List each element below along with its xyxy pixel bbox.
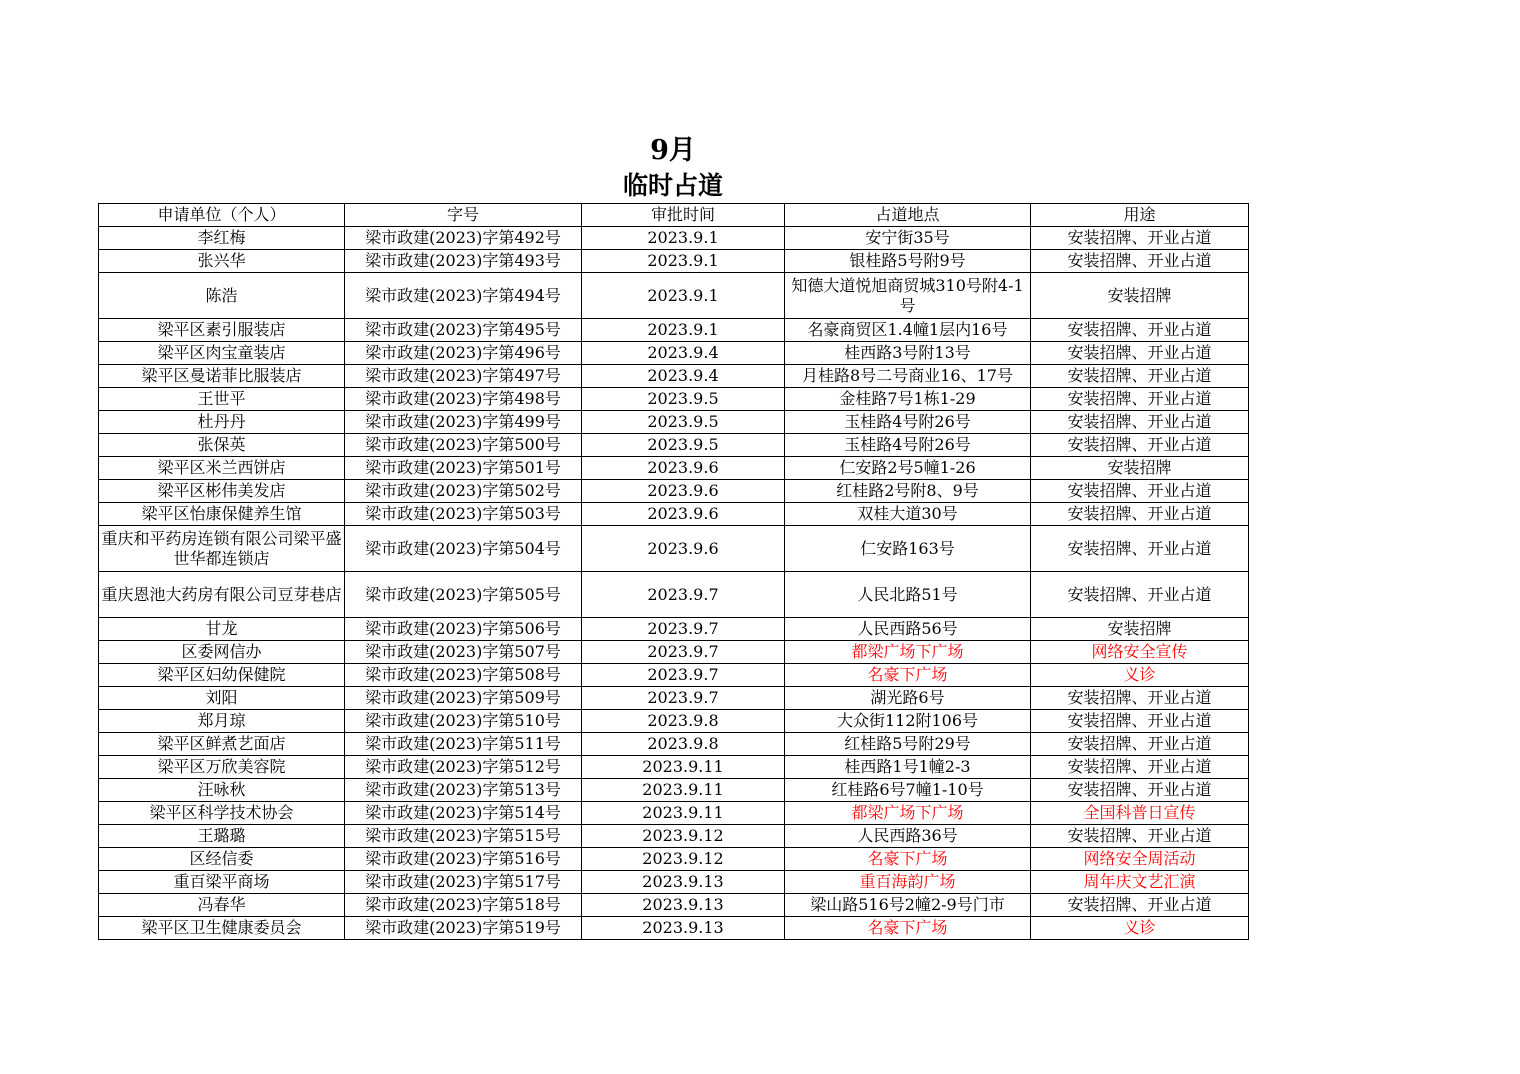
cell-approval-date: 2023.9.6 bbox=[582, 503, 785, 526]
header-purpose: 用途 bbox=[1031, 204, 1249, 227]
cell-applicant: 梁平区鲜煮艺面店 bbox=[99, 733, 345, 756]
cell-applicant: 刘阳 bbox=[99, 687, 345, 710]
header-location: 占道地点 bbox=[785, 204, 1031, 227]
cell-applicant: 梁平区卫生健康委员会 bbox=[99, 917, 345, 940]
cell-reference: 梁市政建(2023)字第510号 bbox=[345, 710, 582, 733]
cell-location: 安宁街35号 bbox=[785, 227, 1031, 250]
cell-reference: 梁市政建(2023)字第497号 bbox=[345, 365, 582, 388]
cell-purpose: 全国科普日宣传 bbox=[1031, 802, 1249, 825]
cell-applicant: 陈浩 bbox=[99, 273, 345, 319]
cell-purpose: 安装招牌、开业占道 bbox=[1031, 572, 1249, 618]
table-row bbox=[99, 457, 1249, 480]
cell-approval-date: 2023.9.5 bbox=[582, 434, 785, 457]
cell-location: 仁安路163号 bbox=[785, 526, 1031, 572]
cell-applicant: 重庆恩池大药房有限公司豆芽巷店 bbox=[99, 572, 345, 618]
cell-reference: 梁市政建(2023)字第507号 bbox=[345, 641, 582, 664]
cell-purpose: 安装招牌、开业占道 bbox=[1031, 434, 1249, 457]
table-row bbox=[99, 388, 1249, 411]
cell-applicant: 重百梁平商场 bbox=[99, 871, 345, 894]
cell-location: 玉桂路4号附26号 bbox=[785, 411, 1031, 434]
cell-location: 金桂路7号1栋1-29 bbox=[785, 388, 1031, 411]
cell-reference: 梁市政建(2023)字第513号 bbox=[345, 779, 582, 802]
table-row bbox=[99, 733, 1249, 756]
cell-applicant: 王世平 bbox=[99, 388, 345, 411]
cell-purpose: 安装招牌、开业占道 bbox=[1031, 756, 1249, 779]
cell-location: 名豪下广场 bbox=[785, 917, 1031, 940]
cell-reference: 梁市政建(2023)字第498号 bbox=[345, 388, 582, 411]
table-row bbox=[99, 779, 1249, 802]
cell-approval-date: 2023.9.5 bbox=[582, 411, 785, 434]
cell-purpose: 安装招牌、开业占道 bbox=[1031, 227, 1249, 250]
cell-approval-date: 2023.9.6 bbox=[582, 480, 785, 503]
cell-approval-date: 2023.9.4 bbox=[582, 365, 785, 388]
cell-reference: 梁市政建(2023)字第493号 bbox=[345, 250, 582, 273]
cell-reference: 梁市政建(2023)字第514号 bbox=[345, 802, 582, 825]
table-row bbox=[99, 273, 1249, 319]
cell-applicant: 梁平区素引服装店 bbox=[99, 319, 345, 342]
cell-purpose: 安装招牌、开业占道 bbox=[1031, 526, 1249, 572]
cell-approval-date: 2023.9.7 bbox=[582, 572, 785, 618]
table-row bbox=[99, 641, 1249, 664]
cell-applicant: 梁平区妇幼保健院 bbox=[99, 664, 345, 687]
cell-purpose: 安装招牌、开业占道 bbox=[1031, 503, 1249, 526]
cell-location: 红桂路2号附8、9号 bbox=[785, 480, 1031, 503]
header-applicant: 申请单位（个人） bbox=[99, 204, 345, 227]
cell-applicant: 王璐璐 bbox=[99, 825, 345, 848]
cell-location: 名豪下广场 bbox=[785, 848, 1031, 871]
cell-approval-date: 2023.9.7 bbox=[582, 687, 785, 710]
cell-approval-date: 2023.9.11 bbox=[582, 779, 785, 802]
table-row bbox=[99, 250, 1249, 273]
cell-reference: 梁市政建(2023)字第515号 bbox=[345, 825, 582, 848]
cell-purpose: 义诊 bbox=[1031, 917, 1249, 940]
table-row bbox=[99, 664, 1249, 687]
cell-location: 人民西路56号 bbox=[785, 618, 1031, 641]
cell-purpose: 安装招牌、开业占道 bbox=[1031, 894, 1249, 917]
cell-applicant: 区经信委 bbox=[99, 848, 345, 871]
cell-purpose: 安装招牌、开业占道 bbox=[1031, 480, 1249, 503]
cell-applicant: 梁平区米兰西饼店 bbox=[99, 457, 345, 480]
table-row bbox=[99, 503, 1249, 526]
cell-purpose: 安装招牌、开业占道 bbox=[1031, 319, 1249, 342]
cell-applicant: 杜丹丹 bbox=[99, 411, 345, 434]
cell-applicant: 梁平区彬伟美发店 bbox=[99, 480, 345, 503]
cell-purpose: 安装招牌、开业占道 bbox=[1031, 388, 1249, 411]
cell-reference: 梁市政建(2023)字第501号 bbox=[345, 457, 582, 480]
table-row bbox=[99, 802, 1249, 825]
cell-approval-date: 2023.9.4 bbox=[582, 342, 785, 365]
cell-purpose: 安装招牌、开业占道 bbox=[1031, 411, 1249, 434]
cell-purpose: 安装招牌、开业占道 bbox=[1031, 365, 1249, 388]
cell-approval-date: 2023.9.8 bbox=[582, 733, 785, 756]
cell-purpose: 安装招牌、开业占道 bbox=[1031, 825, 1249, 848]
cell-approval-date: 2023.9.13 bbox=[582, 871, 785, 894]
table-row bbox=[99, 825, 1249, 848]
table-row bbox=[99, 917, 1249, 940]
table-row bbox=[99, 710, 1249, 733]
cell-approval-date: 2023.9.7 bbox=[582, 664, 785, 687]
cell-applicant: 梁平区怡康保健养生馆 bbox=[99, 503, 345, 526]
cell-applicant: 甘龙 bbox=[99, 618, 345, 641]
cell-location: 玉桂路4号附26号 bbox=[785, 434, 1031, 457]
cell-reference: 梁市政建(2023)字第511号 bbox=[345, 733, 582, 756]
cell-reference: 梁市政建(2023)字第516号 bbox=[345, 848, 582, 871]
table-header-row bbox=[99, 204, 1249, 227]
cell-location: 知德大道悦旭商贸城310号附4-1号 bbox=[785, 273, 1031, 319]
table-row bbox=[99, 871, 1249, 894]
cell-reference: 梁市政建(2023)字第496号 bbox=[345, 342, 582, 365]
table-row bbox=[99, 434, 1249, 457]
road-occupation-table bbox=[98, 203, 1249, 940]
cell-location: 湖光路6号 bbox=[785, 687, 1031, 710]
cell-purpose: 安装招牌 bbox=[1031, 273, 1249, 319]
cell-reference: 梁市政建(2023)字第499号 bbox=[345, 411, 582, 434]
cell-purpose: 安装招牌、开业占道 bbox=[1031, 779, 1249, 802]
cell-purpose: 安装招牌 bbox=[1031, 457, 1249, 480]
cell-applicant: 张兴华 bbox=[99, 250, 345, 273]
cell-location: 名豪商贸区1.4幢1层内16号 bbox=[785, 319, 1031, 342]
table-row bbox=[99, 365, 1249, 388]
cell-applicant: 冯春华 bbox=[99, 894, 345, 917]
cell-reference: 梁市政建(2023)字第517号 bbox=[345, 871, 582, 894]
cell-location: 人民北路51号 bbox=[785, 572, 1031, 618]
table-row bbox=[99, 227, 1249, 250]
page-title: 临时占道 bbox=[622, 171, 723, 200]
cell-reference: 梁市政建(2023)字第492号 bbox=[345, 227, 582, 250]
table-row bbox=[99, 756, 1249, 779]
table-row bbox=[99, 618, 1249, 641]
cell-purpose: 网络安全周活动 bbox=[1031, 848, 1249, 871]
cell-purpose: 安装招牌、开业占道 bbox=[1031, 342, 1249, 365]
cell-location: 双桂大道30号 bbox=[785, 503, 1031, 526]
cell-location: 桂西路3号附13号 bbox=[785, 342, 1031, 365]
cell-approval-date: 2023.9.11 bbox=[582, 756, 785, 779]
table-row bbox=[99, 480, 1249, 503]
cell-approval-date: 2023.9.1 bbox=[582, 319, 785, 342]
cell-purpose: 安装招牌 bbox=[1031, 618, 1249, 641]
cell-approval-date: 2023.9.7 bbox=[582, 618, 785, 641]
cell-purpose: 安装招牌、开业占道 bbox=[1031, 687, 1249, 710]
cell-applicant: 梁平区科学技术协会 bbox=[99, 802, 345, 825]
cell-applicant: 梁平区肉宝童装店 bbox=[99, 342, 345, 365]
cell-reference: 梁市政建(2023)字第519号 bbox=[345, 917, 582, 940]
table-row bbox=[99, 411, 1249, 434]
cell-reference: 梁市政建(2023)字第518号 bbox=[345, 894, 582, 917]
cell-location: 重百海韵广场 bbox=[785, 871, 1031, 894]
cell-approval-date: 2023.9.5 bbox=[582, 388, 785, 411]
cell-location: 仁安路2号5幢1-26 bbox=[785, 457, 1031, 480]
cell-location: 大众街112附106号 bbox=[785, 710, 1031, 733]
header-approval-date: 审批时间 bbox=[582, 204, 785, 227]
table-row bbox=[99, 894, 1249, 917]
cell-reference: 梁市政建(2023)字第508号 bbox=[345, 664, 582, 687]
table-row bbox=[99, 319, 1249, 342]
cell-location: 人民西路36号 bbox=[785, 825, 1031, 848]
cell-reference: 梁市政建(2023)字第504号 bbox=[345, 526, 582, 572]
cell-approval-date: 2023.9.1 bbox=[582, 227, 785, 250]
cell-approval-date: 2023.9.12 bbox=[582, 848, 785, 871]
cell-reference: 梁市政建(2023)字第512号 bbox=[345, 756, 582, 779]
cell-approval-date: 2023.9.13 bbox=[582, 894, 785, 917]
cell-location: 红桂路6号7幢1-10号 bbox=[785, 779, 1031, 802]
cell-purpose: 网络安全宣传 bbox=[1031, 641, 1249, 664]
cell-approval-date: 2023.9.1 bbox=[582, 273, 785, 319]
cell-approval-date: 2023.9.11 bbox=[582, 802, 785, 825]
cell-location: 都梁广场下广场 bbox=[785, 641, 1031, 664]
cell-reference: 梁市政建(2023)字第509号 bbox=[345, 687, 582, 710]
cell-purpose: 安装招牌、开业占道 bbox=[1031, 733, 1249, 756]
cell-location: 桂西路1号1幢2-3 bbox=[785, 756, 1031, 779]
cell-reference: 梁市政建(2023)字第503号 bbox=[345, 503, 582, 526]
table-row bbox=[99, 848, 1249, 871]
table-row bbox=[99, 572, 1249, 618]
cell-location: 红桂路5号附29号 bbox=[785, 733, 1031, 756]
cell-reference: 梁市政建(2023)字第494号 bbox=[345, 273, 582, 319]
cell-approval-date: 2023.9.13 bbox=[582, 917, 785, 940]
cell-location: 月桂路8号二号商业16、17号 bbox=[785, 365, 1031, 388]
cell-reference: 梁市政建(2023)字第505号 bbox=[345, 572, 582, 618]
cell-approval-date: 2023.9.6 bbox=[582, 457, 785, 480]
cell-reference: 梁市政建(2023)字第495号 bbox=[345, 319, 582, 342]
table-body bbox=[99, 227, 1249, 940]
cell-approval-date: 2023.9.7 bbox=[582, 641, 785, 664]
cell-reference: 梁市政建(2023)字第506号 bbox=[345, 618, 582, 641]
table-row bbox=[99, 526, 1249, 572]
cell-location: 梁山路516号2幢2-9号门市 bbox=[785, 894, 1031, 917]
cell-applicant: 郑月琼 bbox=[99, 710, 345, 733]
cell-location: 都梁广场下广场 bbox=[785, 802, 1031, 825]
cell-applicant: 汪咏秋 bbox=[99, 779, 345, 802]
cell-applicant: 张保英 bbox=[99, 434, 345, 457]
cell-purpose: 义诊 bbox=[1031, 664, 1249, 687]
cell-applicant: 重庆和平药房连锁有限公司梁平盛世华都连锁店 bbox=[99, 526, 345, 572]
cell-purpose: 安装招牌、开业占道 bbox=[1031, 710, 1249, 733]
cell-reference: 梁市政建(2023)字第502号 bbox=[345, 480, 582, 503]
cell-applicant: 梁平区曼诺菲比服装店 bbox=[99, 365, 345, 388]
cell-approval-date: 2023.9.8 bbox=[582, 710, 785, 733]
page-month-title: 9月 bbox=[650, 135, 696, 166]
cell-approval-date: 2023.9.1 bbox=[582, 250, 785, 273]
cell-location: 银桂路5号附9号 bbox=[785, 250, 1031, 273]
cell-purpose: 周年庆文艺汇演 bbox=[1031, 871, 1249, 894]
cell-applicant: 区委网信办 bbox=[99, 641, 345, 664]
cell-location: 名豪下广场 bbox=[785, 664, 1031, 687]
table-row bbox=[99, 687, 1249, 710]
cell-reference: 梁市政建(2023)字第500号 bbox=[345, 434, 582, 457]
cell-approval-date: 2023.9.12 bbox=[582, 825, 785, 848]
cell-applicant: 梁平区万欣美容院 bbox=[99, 756, 345, 779]
cell-approval-date: 2023.9.6 bbox=[582, 526, 785, 572]
header-reference: 字号 bbox=[345, 204, 582, 227]
table-row bbox=[99, 342, 1249, 365]
cell-applicant: 李红梅 bbox=[99, 227, 345, 250]
cell-purpose: 安装招牌、开业占道 bbox=[1031, 250, 1249, 273]
